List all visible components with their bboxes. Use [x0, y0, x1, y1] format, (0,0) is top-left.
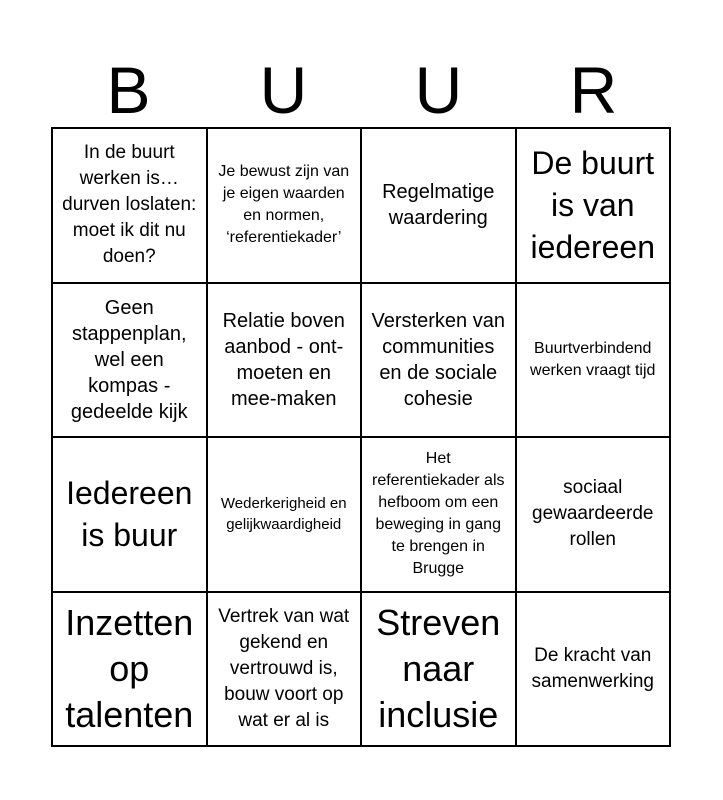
bingo-cell[interactable] [362, 284, 517, 439]
bingo-cell[interactable] [53, 438, 208, 593]
cell-text: sociaal gewaardeerde rollen [532, 477, 654, 551]
cell-text: Regelmatige waardering [382, 181, 495, 230]
bingo-cell[interactable] [362, 593, 517, 748]
bingo-cell[interactable] [517, 129, 672, 284]
bingo-cell[interactable] [362, 129, 517, 284]
cell-text: In de buurt werken is… durven loslaten: moet ik dit nu doen? [62, 142, 197, 268]
bingo-cell[interactable] [208, 593, 363, 748]
header-letter: B [106, 53, 151, 127]
bingo-cell[interactable] [208, 129, 363, 284]
bingo-cell[interactable] [517, 284, 672, 439]
bingo-cell[interactable] [208, 284, 363, 439]
cell-text: Wederkerigheid en gelijkwaardigheid [220, 495, 347, 534]
cell-text: Het referentiekader als hefboom om een beweging in gang te brengen in Brugge [371, 450, 505, 578]
bingo-header [51, 52, 671, 128]
cell-text: Buurtverbindend werken vraagt tijd [530, 339, 656, 379]
cell-text: Streven naar inclusie [376, 601, 501, 735]
bingo-grid [51, 127, 671, 747]
bingo-cell[interactable] [208, 438, 363, 593]
bingo-cell[interactable] [517, 438, 672, 593]
cell-text: Geen stappenplan, wel een kompas - gedeelde kijk [70, 296, 188, 423]
bingo-cell[interactable] [53, 129, 208, 284]
header-letter: R [569, 53, 618, 127]
cell-text: Je bewust zijn van je eigen waarden en normen, ‘referentiekader’ [218, 163, 350, 247]
bingo-cell[interactable] [53, 284, 208, 439]
cell-text: Versterken van communities en de sociale cohesie [371, 309, 505, 410]
header-letter: U [414, 53, 463, 127]
cell-text: De kracht van samenwerking [531, 644, 654, 692]
cell-text: Relatie boven aanbod - ont-moeten en mee-maken [222, 309, 345, 410]
bingo-cell[interactable] [53, 593, 208, 748]
bingo-cell[interactable] [362, 438, 517, 593]
cell-text: Iedereen is buur [66, 475, 193, 554]
header-letter: U [259, 53, 308, 127]
cell-text: De buurt is van iedereen [530, 145, 656, 266]
cell-text: Vertrek van wat gekend en vertrouwd is, bouw voort op wat er al is [218, 605, 350, 731]
cell-text: Inzetten op talenten [65, 601, 194, 735]
bingo-cell[interactable] [517, 593, 672, 748]
